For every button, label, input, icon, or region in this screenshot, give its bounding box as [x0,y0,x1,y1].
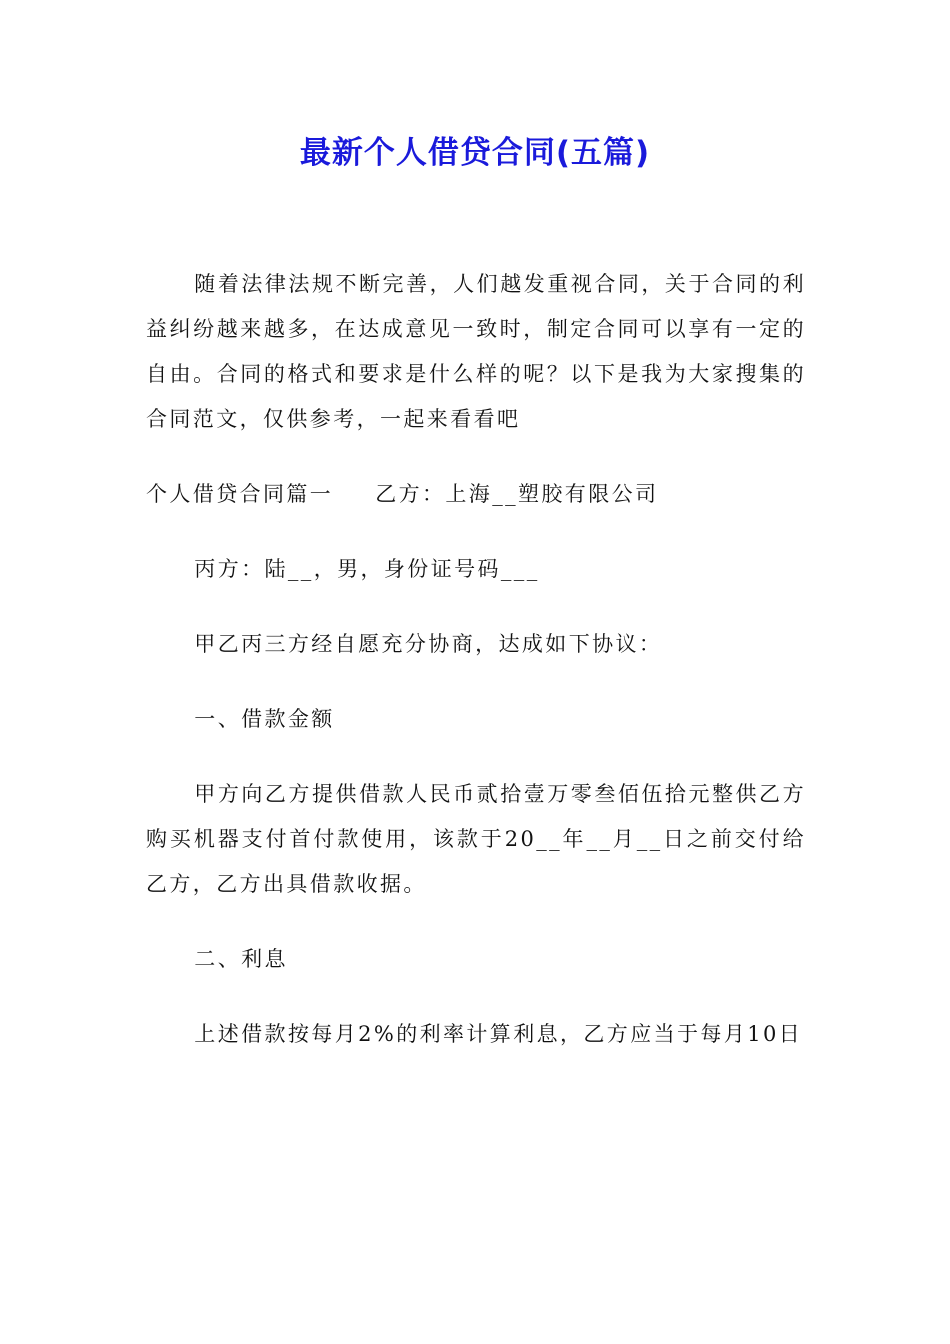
clause2-text: 上述借款按每月2%的利率计算利息，乙方应当于每月10日 [194,1022,803,1046]
agreement-line: 甲乙丙三方经自愿充分协商，达成如下协议： [194,632,663,656]
section-heading: 个人借贷合同篇一 [146,482,334,506]
document-body [146,262,806,1057]
intro-paragraph: 随着法律法规不断完善，人们越发重视合同，关于合同的利益纠纷越来越多，在达成意见一致时，制定合同可以享有一定的自由。合同的格式和要求是什么样的呢？以下是我为大家搜集的合同范文，仅供参考，一起来看看吧 [146,272,806,431]
party-b-line: 乙方：上海__塑胶有限公司 [375,482,659,506]
clause1-text: 甲方向乙方提供借款人民币贰拾壹万零叁佰伍拾元整供乙方购买机器支付首付款使用，该款于20__年__月__日之前交付给乙方，乙方出具借款收据。 [146,782,806,896]
section-heading-row [146,472,806,517]
party-c-line: 丙方：陆__，男，身份证号码___ [194,557,540,581]
clause1-heading: 一、借款金额 [194,707,335,731]
clause2-heading: 二、利息 [194,947,288,971]
document-title: 最新个人借贷合同(五篇) [299,135,651,171]
